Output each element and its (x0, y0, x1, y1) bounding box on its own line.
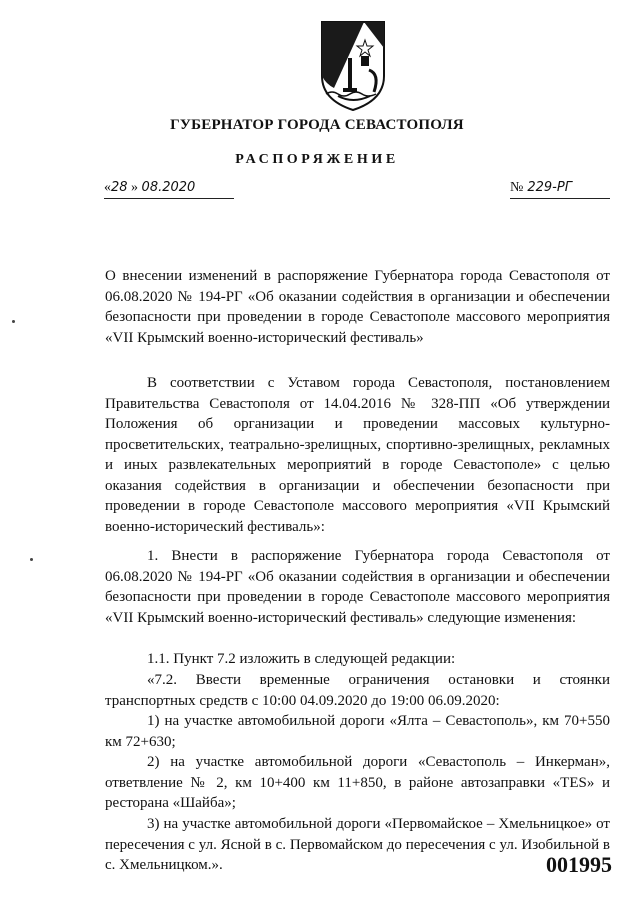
scan-speck (12, 320, 15, 323)
sevastopol-coat-of-arms-icon (314, 18, 392, 114)
date-day: 28 (111, 180, 128, 195)
number-sign: № (510, 180, 524, 195)
item-1-1: 1.1. Пункт 7.2 изложить в следующей редакции: (147, 651, 456, 667)
preamble: В соответствии с Уставом города Севастополя, постановлением Правительства Севастополя от 14.04.2016 № 328-ПП «Об утверждении Положения об организации и проведении массовых культурно-просветительских, театрально-зрелищных, спортивно-зрелищных, рекламных и иных развлекательных мероприятий в городе Севастополе» с целью оказания содействия в организации и обеспечении безопасности при проведении в городе Севастополе массового мероприятия «VII Крымский военно-исторический фестиваль»: (105, 375, 610, 535)
document-date (104, 180, 234, 199)
sub-item-3: 3) на участке автомобильной дороги «Первомайское – Хмельницкое» от пересечения с ул. Ясной в с. Первомайском до пересечения с ул. Изобильной в с. Хмельницком.». (105, 816, 610, 873)
number-value: 229-РГ (527, 180, 572, 195)
sub-item-2: 2) на участке автомобильной дороги «Севастополь – Инкерман», ответвление № 2, км 10+400 км 11+850, в районе автозаправки «TES» и ресторана «Шайба»; (105, 754, 610, 811)
date-close-quote: » (131, 180, 139, 195)
sub-item-1: 1) на участке автомобильной дороги «Ялта – Севастополь», км 70+550 км 72+630; (105, 713, 610, 750)
scan-speck (30, 558, 33, 561)
document-number (510, 180, 610, 199)
item-1: 1. Внести в распоряжение Губернатора города Севастополя от 06.08.2020 № 194-РГ «Об оказании содействия в организации и обеспечении безопасности при проведении в городе Севастополе массового мероприятия «VII Крымский военно-исторический фестиваль» следующие изменения: (105, 548, 610, 626)
date-open-quote: « (104, 180, 111, 195)
serial-number: 001995 (546, 852, 612, 877)
date-month-year: 08.2020 (141, 180, 196, 195)
item-7-2: «7.2. Ввести временные ограничения остановки и стоянки транспортных средств с 10:00 04.09.2020 до 19:00 06.09.2020: (105, 672, 610, 709)
document-type: РАСПОРЯЖЕНИЕ (235, 152, 399, 167)
governor-title: ГУБЕРНАТОР ГОРОДА СЕВАСТОПОЛЯ (170, 117, 464, 133)
document-subject: О внесении изменений в распоряжение Губернатора города Севастополя от 06.08.2020 № 194-РГ «Об оказании содействия в организации и обеспечении безопасности при проведении в городе Севастополе массового мероприятия «VII Крымский военно-исторический фестиваль» (105, 268, 610, 346)
